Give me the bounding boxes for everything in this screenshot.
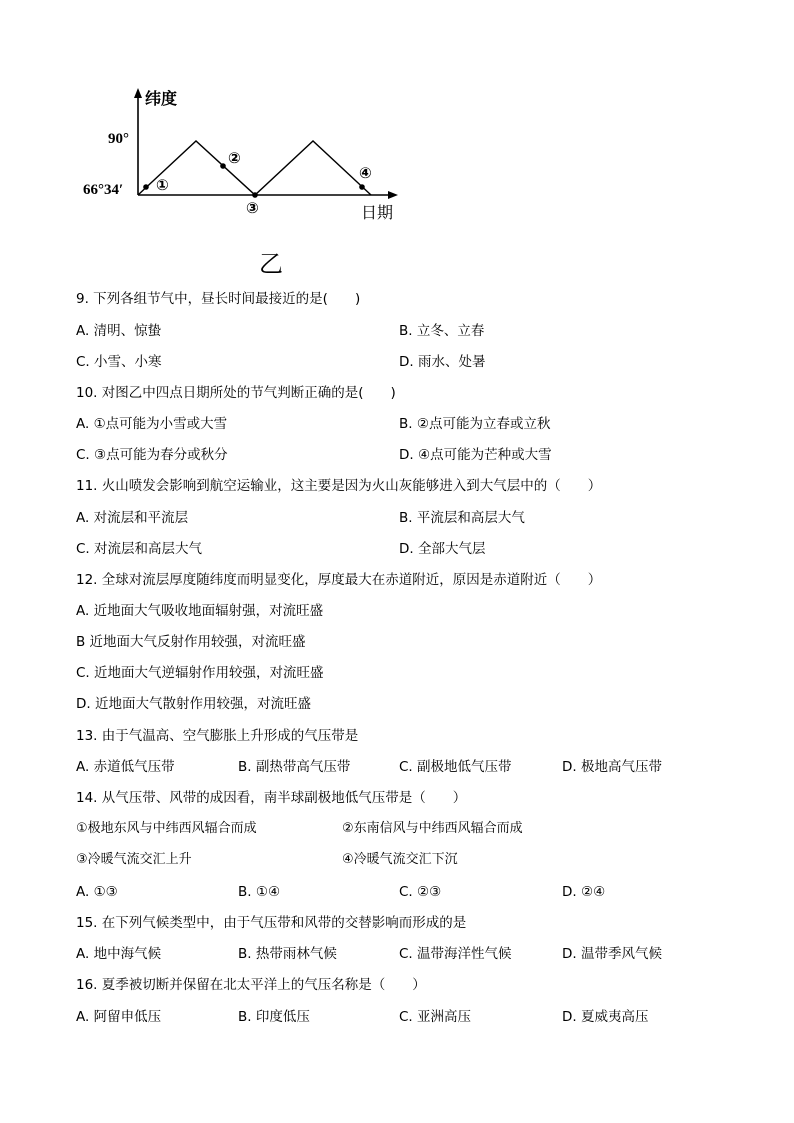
- q16-option-c: C. 亚洲高压: [399, 1009, 472, 1025]
- q15-option-b: B. 热带雨林气候: [238, 946, 337, 962]
- point-1-dot: [143, 184, 149, 190]
- q12-option-b: B 近地面大气反射作用较强，对流旺盛: [76, 634, 306, 650]
- q12-option-d: D. 近地面大气散射作用较强，对流旺盛: [76, 696, 311, 712]
- question-14-stem: 14. 从气压带、风带的成因看，南半球副极地低气压带是（ ）: [76, 790, 467, 806]
- tick-66-34: 66°34′: [83, 182, 124, 198]
- q12-option-a: A. 近地面大气吸收地面辐射强，对流旺盛: [76, 603, 324, 619]
- q9-option-a: A. 清明、惊蛰: [76, 323, 162, 339]
- q14-option-d: D. ②④: [562, 884, 606, 900]
- point-2-label: ②: [228, 149, 241, 167]
- point-3-label: ③: [246, 199, 259, 217]
- q9-option-b: B. 立冬、立春: [399, 323, 485, 339]
- q11-option-a: A. 对流层和平流层: [76, 510, 189, 526]
- question-15-stem: 15. 在下列气候类型中，由于气压带和风带的交替影响而形成的是: [76, 915, 467, 931]
- point-4-dot: [359, 184, 365, 190]
- q13-option-c: C. 副极地低气压带: [399, 759, 512, 775]
- q14-option-c: C. ②③: [399, 884, 442, 900]
- q10-option-c: C. ③点可能为春分或秋分: [76, 447, 228, 463]
- q16-option-a: A. 阿留申低压: [76, 1009, 162, 1025]
- q9-option-d: D. 雨水、处暑: [399, 354, 486, 370]
- q14-statement-2: ②东南信风与中纬西风辐合而成: [342, 821, 523, 836]
- y-axis-arrow: [134, 88, 142, 98]
- q14-option-b: B. ①④: [238, 884, 281, 900]
- q10-option-d: D. ④点可能为芒种或大雪: [399, 447, 552, 463]
- q15-option-a: A. 地中海气候: [76, 946, 162, 962]
- q16-option-b: B. 印度低压: [238, 1009, 310, 1025]
- q9-option-c: C. 小雪、小寒: [76, 354, 162, 370]
- question-12-stem: 12. 全球对流层厚度随纬度而明显变化，厚度最大在赤道附近，原因是赤道附近（ ）: [76, 572, 602, 588]
- question-10-stem: 10. 对图乙中四点日期所处的节气判断正确的是( ): [76, 385, 396, 401]
- question-13-stem: 13. 由于气温高、空气膨胀上升形成的气压带是: [76, 728, 359, 744]
- q13-option-d: D. 极地高气压带: [562, 759, 662, 775]
- question-11-stem: 11. 火山喷发会影响到航空运输业，这主要是因为火山灰能够进入到大气层中的（ ）: [76, 478, 602, 494]
- q11-option-d: D. 全部大气层: [399, 541, 486, 557]
- tick-90: 90°: [108, 131, 129, 147]
- q11-option-b: B. 平流层和高层大气: [399, 510, 525, 526]
- point-4-label: ④: [359, 164, 372, 182]
- q11-option-c: C. 对流层和高层大气: [76, 541, 203, 557]
- q14-statement-3: ③冷暖气流交汇上升: [76, 852, 192, 867]
- q15-option-d: D. 温带季风气候: [562, 946, 662, 962]
- question-16-stem: 16. 夏季被切断并保留在北太平洋上的气压名称是（ ）: [76, 977, 426, 993]
- q15-option-c: C. 温带海洋性气候: [399, 946, 512, 962]
- q10-option-b: B. ②点可能为立春或立秋: [399, 416, 551, 432]
- question-9-stem: 9. 下列各组节气中，昼长时间最接近的是( ): [76, 291, 361, 307]
- point-1-label: ①: [156, 176, 169, 194]
- q12-option-c: C. 近地面大气逆辐射作用较强，对流旺盛: [76, 665, 324, 681]
- x-axis-arrow: [388, 191, 398, 199]
- q14-statement-4: ④冷暖气流交汇下沉: [342, 852, 458, 867]
- figure-caption: 乙: [259, 250, 283, 278]
- q14-option-a: A. ①③: [76, 884, 118, 900]
- q10-option-a: A. ①点可能为小雪或大雪: [76, 416, 228, 432]
- x-axis-label: 日期: [361, 203, 394, 222]
- q14-statement-1: ①极地东风与中纬西风辐合而成: [76, 821, 257, 836]
- q13-option-a: A. 赤道低气压带: [76, 759, 175, 775]
- latitude-curve: [138, 141, 371, 195]
- point-3-dot: [252, 192, 258, 198]
- point-2-dot: [220, 163, 226, 169]
- q13-option-b: B. 副热带高气压带: [238, 759, 351, 775]
- latitude-date-diagram: [78, 80, 418, 280]
- y-axis-label: 纬度: [145, 89, 178, 108]
- q16-option-d: D. 夏威夷高压: [562, 1009, 649, 1025]
